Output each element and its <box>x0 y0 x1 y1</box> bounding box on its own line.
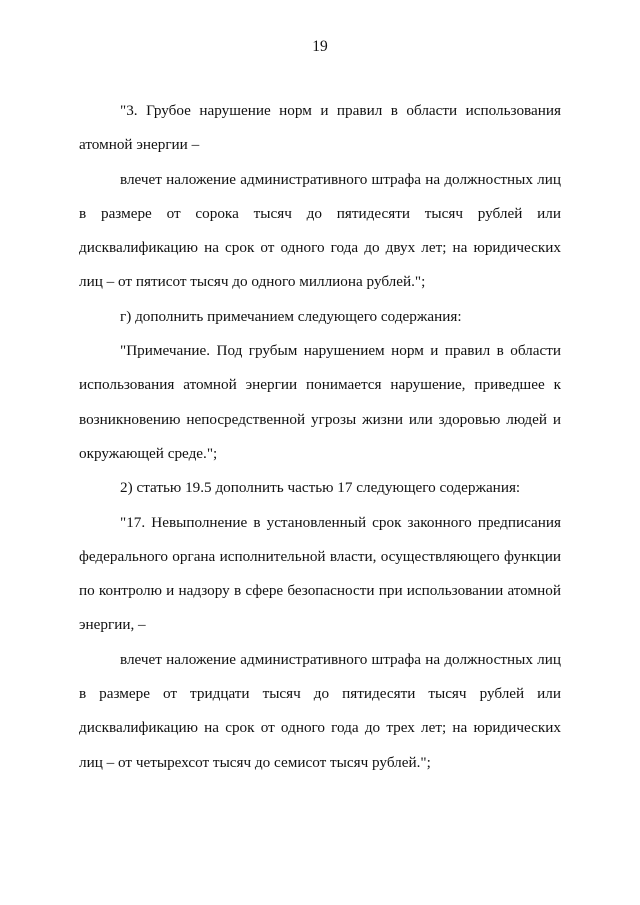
page-number: 19 <box>312 38 328 55</box>
paragraph-note-definition: "Примечание. Под грубым нарушением норм и правил в области использования атомной энергии понимается нарушение, приведшее к возникновению непосредственной угрозы жизни или здоровью людей и окружающей среде."; <box>79 342 561 462</box>
paragraph-part-17-penalty: влечет наложение административного штрафа на должностных лиц в размере от тридцати тысяч до пятидесяти тысяч рублей или дисквалификацию на срок от одного года до трех лет; на юридических лиц – от четырехсот тысяч до семисот тысяч рублей."; <box>79 650 561 771</box>
document-body <box>79 94 561 780</box>
paragraph-add-note-instruction: г) дополнить примечанием следующего содержания: <box>120 307 462 325</box>
paragraph-item-3-penalty: влечет наложение административного штрафа на должностных лиц в размере от сорока тысяч до пятидесяти тысяч рублей или дисквалификацию на срок от одного года до двух лет; на юридических лиц – от пятисот тысяч до одного миллиона рублей."; <box>79 170 561 291</box>
paragraph-article-19-5-instruction: 2) статью 19.5 дополнить частью 17 следующего содержания: <box>120 479 521 497</box>
paragraph-item-3-title: "3. Грубое нарушение норм и правил в области использования атомной энергии – <box>79 102 561 154</box>
paragraph-part-17-title: "17. Невыполнение в установленный срок законного предписания федерального органа исполнительной власти, осуществляющего функции по контролю и надзору в сфере безопасности при использовании атомной энергии, – <box>79 513 561 634</box>
